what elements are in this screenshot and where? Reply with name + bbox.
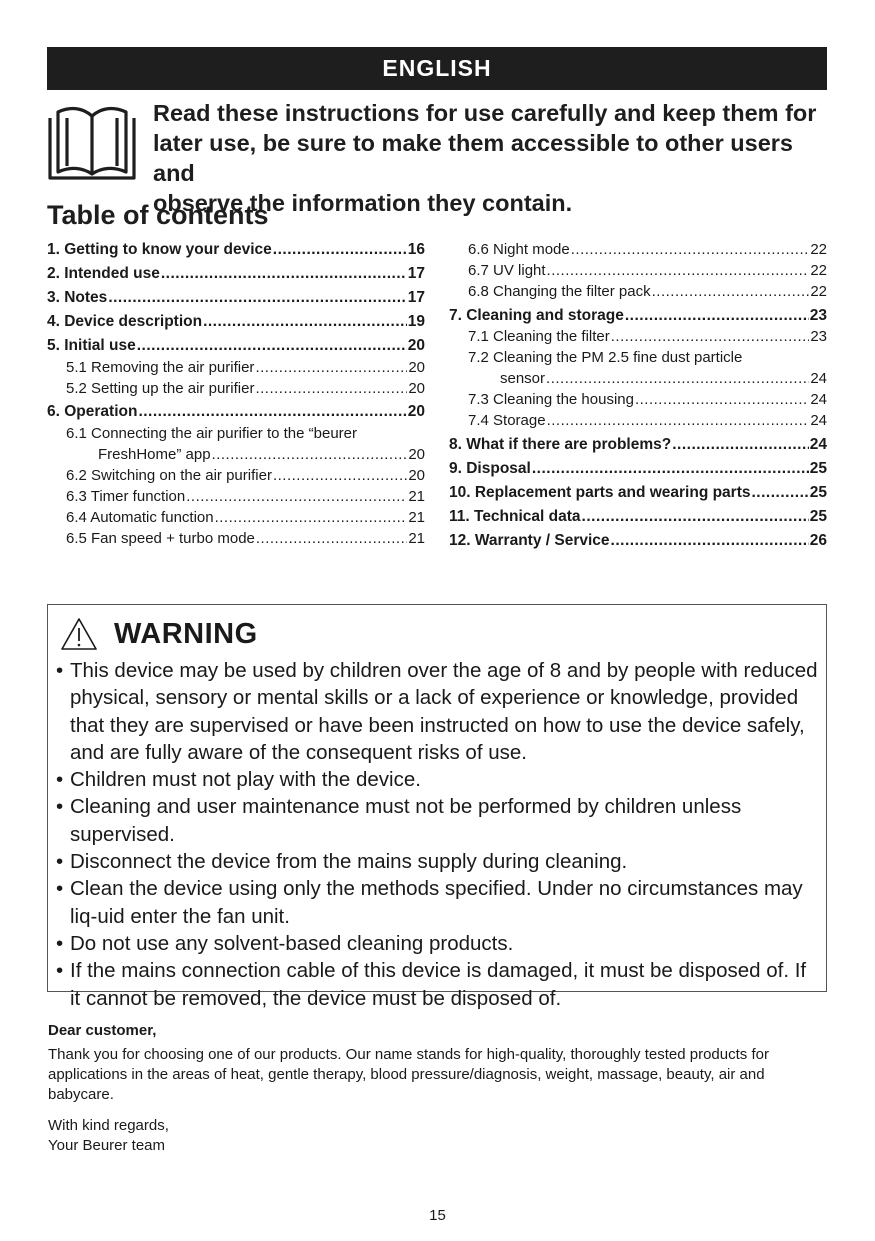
toc-page-number: 25 [809,483,827,501]
toc-entry [47,465,425,486]
toc-entry [449,305,827,327]
toc-entry-label: 1. Getting to know your device [47,241,272,258]
language-header-bar [47,47,827,90]
toc-entry-label: 6. Operation [47,403,138,420]
toc-page-number: 16 [407,241,425,258]
toc-page-number: 22 [810,283,827,300]
toc-leader-dots [203,311,407,333]
toc-entry-label: FreshHome” app [98,445,211,463]
toc-entry-label: 6.1 Connecting the air purifier to the “beurer [66,424,357,442]
toc-leader-dots [255,357,407,378]
toc-page-number: 26 [809,531,827,549]
toc-entry [449,506,827,528]
toc-entry-label: 10. Replacement parts and wearing parts [449,483,751,501]
toc-page-number: 21 [408,487,425,505]
toc-page-number: 20 [408,466,425,484]
warning-triangle-icon [60,617,98,651]
toc-leader-dots [137,335,407,357]
toc-entry [449,458,827,480]
toc-entry-label: 12. Warranty / Service [449,531,610,549]
toc-entry-label: 6.8 Changing the filter pack [468,283,651,300]
toc-entry-label: 5.1 Removing the air purifier [66,358,255,376]
toc-leader-dots [256,528,407,549]
toc-page-number: 20 [408,358,425,376]
toc-leader-dots [672,434,809,456]
toc-entry [449,260,827,281]
toc-entry [47,311,425,333]
toc-leader-dots [532,458,809,480]
intro-line: Read these instructions for use carefully and keep them for [153,100,817,126]
toc-entry [449,482,827,504]
toc-entry [449,326,827,347]
language-label: ENGLISH [382,55,492,81]
toc-entry-label: sensor [500,370,546,387]
toc-entry-label: 6.2 Switching on the air purifier [66,466,272,484]
toc-entry-label: 5.2 Setting up the air purifier [66,379,255,397]
toc-leader-dots [138,401,406,423]
warning-item: • Do not use any solvent-based cleaning products. [56,930,822,957]
warning-title: WARNING [114,617,258,650]
toc-entry [449,239,827,260]
toc-leader-dots [547,260,810,281]
toc-entry-label: 5. Initial use [47,337,136,354]
intro-line: later use, be sure to make them accessible to other users and [153,130,793,186]
toc-leader-dots [546,368,809,389]
toc-leader-dots [161,263,407,285]
toc-page-number: 22 [810,262,827,279]
letter-body: Thank you for choosing one of our products. Our name stands for high-quality, thoroughly tested products for applications in the areas of heat, gentle therapy, blood pressure/diagnosis, weight, massage, beauty, air and babycare. [48,1046,769,1103]
toc-entry [47,507,425,528]
toc-leader-dots [273,239,407,261]
toc-entry [449,368,827,389]
toc-leader-dots [582,506,809,528]
intro-line: observe the information they contain. [153,190,573,216]
toc-page-number: 20 [408,379,425,397]
toc-page-number: 23 [810,328,827,345]
toc-entry [47,444,425,465]
toc-entry-label: 6.4 Automatic function [66,508,214,526]
toc-leader-dots [611,326,810,347]
toc-entry-label: 4. Device description [47,313,203,330]
warning-header [60,617,258,651]
toc-leader-dots [186,486,407,507]
warning-item: • Cleaning and user maintenance must not be performed by children unless supervised. [56,793,822,848]
toc-page-number: 21 [408,508,425,526]
warning-item: • If the mains connection cable of this device is damaged, it must be disposed of. If it cannot be removed, the device must be disposed of. [56,957,822,1012]
toc-page-number: 25 [809,507,827,525]
toc-leader-dots [108,287,406,309]
toc-entry-label: 2. Intended use [47,265,160,282]
toc-entry [47,239,425,261]
toc-leader-dots [547,410,810,431]
warning-box [47,604,827,1010]
toc-entry-label: 7.3 Cleaning the housing [468,391,634,408]
toc-leader-dots [752,482,809,504]
toc-page-number: 17 [407,289,425,306]
toc-page-number: 24 [810,412,827,429]
toc-entry-label: 7.2 Cleaning the PM 2.5 fine dust particle [468,349,743,366]
toc-page-number: 24 [810,391,827,408]
toc-leader-dots [215,507,408,528]
toc-page-number: 22 [810,241,827,258]
toc-entry-label: 7. Cleaning and storage [449,306,624,324]
open-book-icon [47,104,137,182]
toc-entry [47,263,425,285]
letter-greeting: Dear customer, [48,1022,157,1039]
toc-entry [47,287,425,309]
toc-page-number: 21 [408,529,425,547]
toc-page-number: 20 [408,445,425,463]
warning-item: • Children must not play with the device. [56,766,822,793]
toc-entry-label: 7.1 Cleaning the filter [468,328,610,345]
closing-line: With kind regards, [48,1117,169,1134]
toc-entry [47,528,425,549]
toc-page-number: 17 [407,265,425,282]
toc-leader-dots [625,305,809,327]
toc-leader-dots [255,378,407,399]
warning-item: • This device may be used by children over the age of 8 and by people with reduced physical, sensory or mental skills or a lack of experience or knowledge, provided that they are supervised or have been instructed on how to use the device safely, and are fully aware of the consequent risks of use. [56,657,822,766]
toc-entry [449,281,827,302]
toc-page-number: 20 [407,403,425,420]
toc-leader-dots [635,389,809,410]
toc-leader-dots [571,239,810,260]
toc-page-number: 24 [810,370,827,387]
toc-right-column [449,239,827,551]
toc-entry-label: 6.3 Timer function [66,487,186,505]
toc-entry [47,401,425,423]
toc-entry [47,335,425,357]
toc-leader-dots [611,530,809,552]
toc-leader-dots [273,465,407,486]
warning-list [56,657,822,1012]
toc-entry [449,410,827,431]
toc-entry-label: 11. Technical data [449,507,581,525]
toc-page-number: 24 [809,435,827,453]
closing-line: Your Beurer team [48,1137,166,1154]
toc-leader-dots [212,444,408,465]
toc-entry-label: 6.5 Fan speed + turbo mode [66,529,255,547]
toc-entry [47,378,425,399]
toc-entry [47,486,425,507]
toc-page-number: 23 [809,306,827,324]
toc-entry [449,389,827,410]
toc-entry [449,434,827,456]
toc-entry-label: 9. Disposal [449,459,531,477]
toc-entry-label: 8. What if there are problems? [449,435,672,453]
toc-page-number: 19 [407,313,425,330]
toc-title: Table of contents [47,200,269,230]
toc-entry-label: 3. Notes [47,289,108,306]
toc-entry-label: 6.6 Night mode [468,241,570,258]
warning-item: • Clean the device using only the methods specified. Under no circumstances may liq-uid enter the fan unit. [56,875,822,930]
warning-item: • Disconnect the device from the mains supply during cleaning. [56,848,822,875]
page-number: 15 [429,1207,446,1224]
toc-left-column [47,239,425,549]
letter-closing [48,1116,169,1156]
toc-entry [47,357,425,378]
toc-page-number: 20 [407,337,425,354]
toc-entry-label: 6.7 UV light [468,262,546,279]
toc-leader-dots [652,281,810,302]
toc-entry [449,530,827,552]
toc-page-number: 25 [809,459,827,477]
toc-entry-label: 7.4 Storage [468,412,546,429]
